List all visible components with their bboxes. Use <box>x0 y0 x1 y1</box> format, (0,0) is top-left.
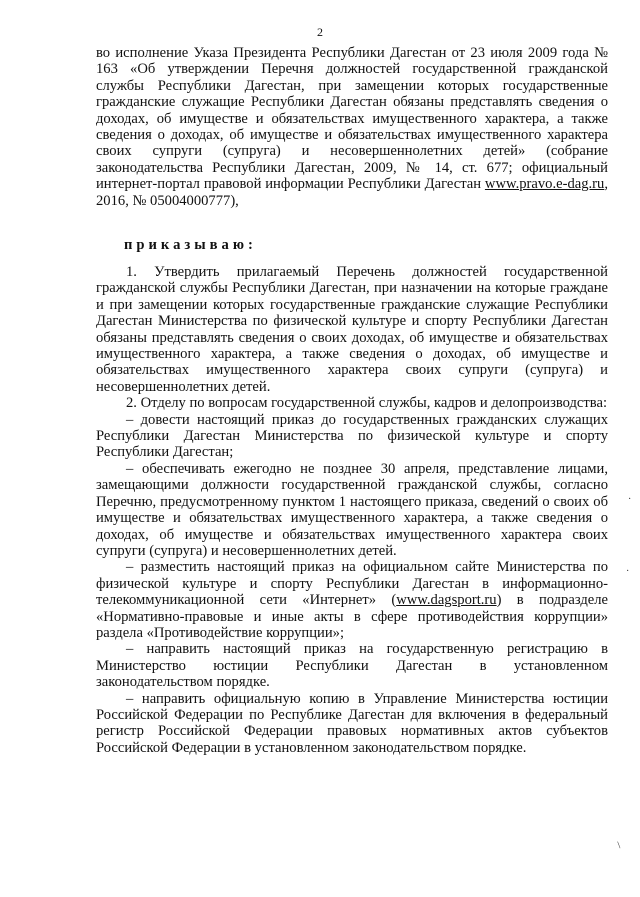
dagsport-link[interactable]: www.dagsport.ru <box>396 592 497 609</box>
item-2-paragraph: 2. Отделу по вопросам государственной службы, кадров и делопроизводства: <box>126 395 608 412</box>
margin-dot: · <box>628 494 632 505</box>
item-2-bullet-send-copy: – направить официальную копию в Управление Министерства юстиции Российской Федерации по Республике Дагестан для включения в федеральный регистр Российской Федерации правовых нормативных актов субъектов Российской Федерации в установленном законодательством порядке. <box>96 690 608 756</box>
pravo-link[interactable]: www.pravo.e-dag.ru <box>484 176 605 193</box>
intro-paragraph <box>96 45 608 209</box>
item-2-bullet-publish <box>96 559 608 641</box>
item-2-bullet-ensure: – обеспечивать ежегодно не позднее 30 апреля, представление лицами, замещающими должности государственной гражданской службы, согласно Перечню, предусмотренному пунктом 1 настоящего приказа, сведений о своих об имуществе и обязательствах имущественного характера, а также сведения о доходах, об имуществе и обязательствах имущественного характера своих супруги (супруга) и несовершеннолетних детей. <box>96 460 608 559</box>
margin-stroke: / <box>614 840 624 851</box>
publish-text-end: ) в подразделе «Нормативно-правовые и иные акты в сфере противодействия коррупции» раздела «Противодействие коррупции»; <box>96 592 608 641</box>
item-2-bullet-inform: – довести настоящий приказ до государственных гражданских служащих Республики Дагестан Министерства по физической культуре и спорту Республики Дагестан; <box>96 411 608 461</box>
order-heading: приказываю: <box>124 237 257 253</box>
intro-text: во исполнение Указа Президента Республики Дагестан от 23 июля 2009 года № 163 «Об утверждении Перечня должностей государственной гражданской службы Республики Дагестан, при замещении которых государственные гражданские служащие Республики Дагестан обязаны представлять сведения о доходах, об имуществе и обязательствах имущественного характера, а также сведения о доходах, об имуществе и обязательствах имущественного характера своих супруги (супруга) и несовершеннолетних детей» (собрание законодательства Республики Дагестан, 2009, № 14, ст. 677; официальный интернет-портал правовой информации Республики Дагестан <box>96 45 608 193</box>
order-body <box>96 264 608 756</box>
page-number: 2 <box>317 25 323 39</box>
publish-text: – разместить настоящий приказ на официальном сайте Министерства по физической культуре и спорту Республики Дагестан в информационно-телекоммуникационной сети «Интернет» ( <box>96 559 608 609</box>
item-1-paragraph: 1. Утвердить прилагаемый Перечень должностей государственной гражданской службы Республики Дагестан, при назначении на которые граждане и при замещении которых государственные гражданские служащие Республики Дагестан Министерства по физической культуре и спорту Республики Дагестан обязаны представлять сведения о своих доходах, об имуществе и обязательствах имущественного характера, а также сведения о доходах, об имуществе и обязательствах имущественного характера своих супруги (супруга) и несовершеннолетних детей. <box>96 264 608 395</box>
item-2-bullet-register: – направить настоящий приказ на государственную регистрацию в Министерство юстиции Республики Дагестан в установленном законодательством порядке. <box>96 641 608 691</box>
intro-text-end: , 2016, № 05004000777), <box>96 176 608 209</box>
margin-dot: · <box>626 566 630 577</box>
